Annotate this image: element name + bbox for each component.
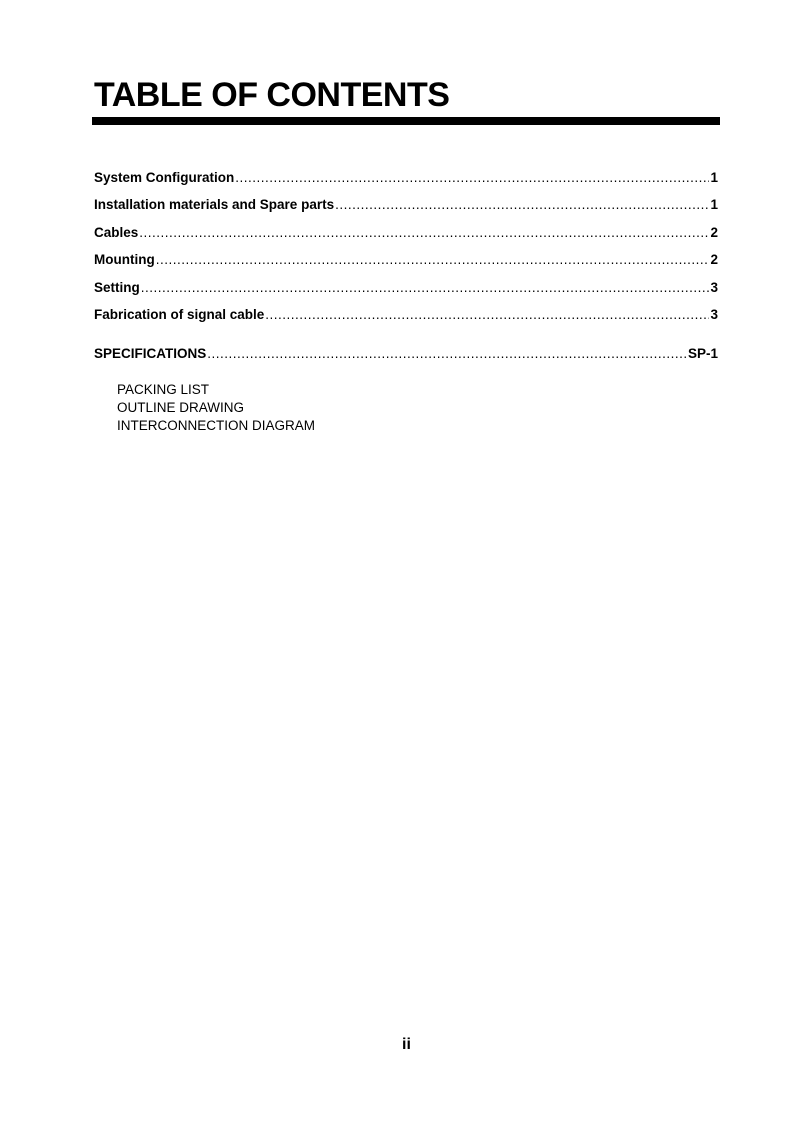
- toc-leader-dots: [235, 168, 709, 188]
- toc-entry-label: SPECIFICATIONS: [94, 346, 207, 362]
- toc-entry[interactable]: [94, 223, 718, 250]
- toc-entry[interactable]: [94, 278, 718, 305]
- toc-entry[interactable]: [94, 168, 718, 195]
- toc-entry-label: Mounting: [94, 252, 155, 268]
- appendix-item-packing-list[interactable]: PACKING LIST: [117, 382, 210, 397]
- toc-entry-label: Fabrication of signal cable: [94, 306, 265, 322]
- toc-entry-label: Cables: [94, 224, 139, 240]
- toc-leader-dots: [265, 305, 709, 325]
- toc-entry-label: System Configuration: [94, 170, 235, 185]
- toc-leader-dots: [207, 344, 687, 364]
- toc-entry-page: 1: [710, 197, 718, 213]
- toc-entry-page: 2: [710, 252, 718, 268]
- toc-entry-label: Setting: [94, 279, 140, 295]
- page-number: ii: [402, 1036, 411, 1053]
- title-rule: [92, 117, 720, 125]
- toc-entry[interactable]: [94, 305, 718, 332]
- toc-leader-dots: [139, 223, 709, 243]
- appendix-item-interconnection-diagram[interactable]: INTERCONNECTION DIAGRAM: [117, 418, 316, 433]
- toc-entry[interactable]: [94, 250, 718, 277]
- toc-entry-page: 2: [710, 224, 718, 240]
- toc-list: [94, 168, 718, 372]
- appendix-item-outline-drawing[interactable]: OUTLINE DRAWING: [117, 400, 245, 415]
- toc-leader-dots: [141, 278, 710, 298]
- toc-entry[interactable]: [94, 195, 718, 222]
- appendix-list: [117, 381, 315, 435]
- toc-entry-specifications[interactable]: [94, 344, 718, 371]
- toc-entry-page: 3: [710, 279, 718, 295]
- page-title: TABLE OF CONTENTS: [94, 76, 450, 114]
- toc-entry-label: Installation materials and Spare parts: [94, 197, 335, 213]
- toc-leader-dots: [156, 250, 710, 270]
- toc-entry-page: 1: [710, 170, 718, 185]
- toc-entry-page: 3: [710, 306, 718, 322]
- toc-leader-dots: [335, 195, 709, 215]
- toc-entry-page: SP-1: [687, 346, 718, 362]
